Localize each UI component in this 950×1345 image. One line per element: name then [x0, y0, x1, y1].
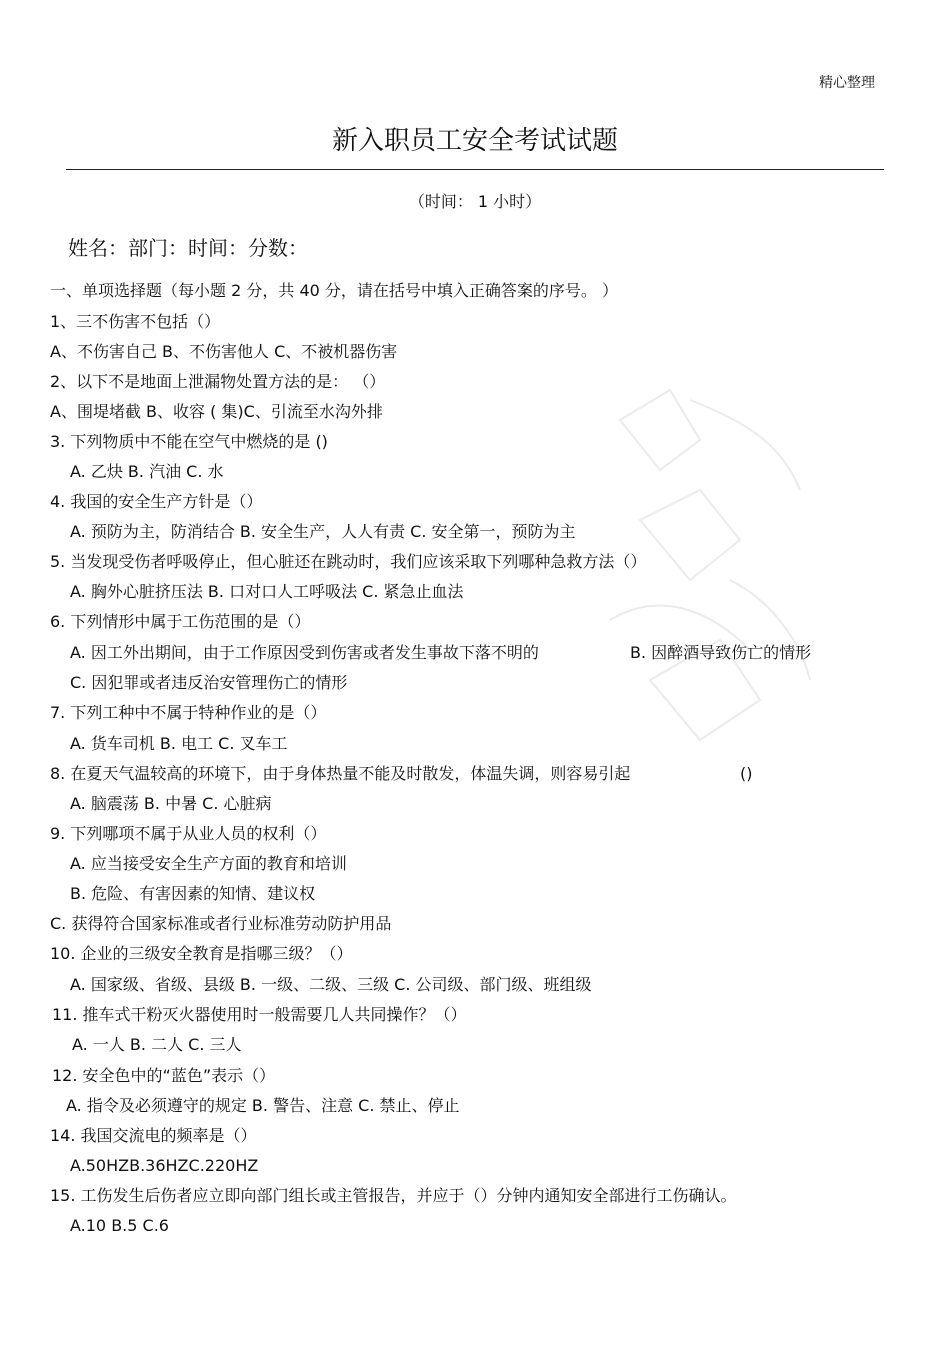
options-2: A、围堤堵截 B、收容 ( 集)C、引流至水沟外排: [50, 402, 383, 421]
options-5: A. 胸外心脏挤压法 B. 口对口人工呼吸法 C. 紧急止血法: [70, 582, 464, 601]
header-note: 精心整理: [819, 75, 875, 91]
option-9b: B. 危险、有害因素的知情、建议权: [70, 884, 316, 903]
question-15: 15. 工伤发生后伤者应立即向部门组长或主管报告，并应于（）分钟内通知安全部进行工伤确认。: [50, 1186, 737, 1205]
option-6c: C. 因犯罪或者违反治安管理伤亡的情形: [70, 673, 348, 692]
question-4: 4. 我国的安全生产方针是（）: [50, 492, 263, 511]
question-3: 3. 下列物质中不能在空气中燃烧的是 (): [50, 432, 328, 451]
question-8-blank: (): [740, 764, 753, 783]
question-7: 7. 下列工种中不属于特种作业的是（）: [50, 703, 327, 722]
question-8: 8. 在夏天气温较高的环境下，由于身体热量不能及时散发，体温失调，则容易引起: [50, 764, 631, 783]
options-8: A. 脑震荡 B. 中暑 C. 心脏病: [70, 794, 272, 813]
question-6: 6. 下列情形中属于工伤范围的是（）: [50, 612, 311, 631]
options-4: A. 预防为主，防消结合 B. 安全生产，人人有责 C. 安全第一，预防为主: [70, 522, 576, 541]
option-6b: B. 因醉酒导致伤亡的情形: [630, 643, 812, 662]
question-10: 10. 企业的三级安全教育是指哪三级？（）: [50, 944, 353, 963]
question-11: 11. 推车式干粉灭火器使用时一般需要几人共同操作？（）: [52, 1005, 467, 1024]
watermark-icon: [580, 380, 830, 780]
options-15: A.10 B.5 C.6: [70, 1216, 169, 1235]
options-14: A.50HZB.36HZC.220HZ: [70, 1156, 259, 1175]
question-9: 9. 下列哪项不属于从业人员的权利（）: [50, 824, 327, 843]
options-10: A. 国家级、省级、县级 B. 一级、二级、三级 C. 公司级、部门级、班组级: [70, 975, 592, 994]
options-1: A、不伤害自己 B、不伤害他人 C、不被机器伤害: [50, 342, 398, 361]
question-1: 1、三不伤害不包括（）: [50, 312, 221, 331]
question-2: 2、以下不是地面上泄漏物处置方法的是： （）: [50, 372, 386, 391]
question-12: 12. 安全色中的“蓝色”表示（）: [52, 1066, 276, 1085]
options-7: A. 货车司机 B. 电工 C. 叉车工: [70, 734, 288, 753]
options-3: A. 乙炔 B. 汽油 C. 水: [70, 462, 224, 481]
section-heading: 一、单项选择题（每小题 2 分，共 40 分，请在括号中填入正确答案的序号。 ）: [50, 281, 618, 300]
options-11: A. 一人 B. 二人 C. 三人: [72, 1035, 242, 1054]
question-5: 5. 当发现受伤者呼吸停止，但心脏还在跳动时，我们应该采取下列哪种急救方法（）: [50, 552, 647, 571]
option-9c: C. 获得符合国家标准或者行业标准劳动防护用品: [50, 914, 392, 933]
title-divider: [66, 169, 884, 170]
page-title: 新入职员工安全考试试题: [331, 126, 618, 156]
time-limit: （时间： 1 小时）: [408, 192, 542, 211]
options-12: A. 指令及必须遵守的规定 B. 警告、注意 C. 禁止、停止: [66, 1096, 460, 1115]
option-9a: A. 应当接受安全生产方面的教育和培训: [70, 854, 347, 873]
question-14: 14. 我国交流电的频率是（）: [50, 1126, 257, 1145]
candidate-fields: 姓名：部门：时间：分数：: [68, 236, 308, 260]
option-6a: A. 因工外出期间，由于工作原因受到伤害或者发生事故下落不明的: [70, 643, 539, 662]
